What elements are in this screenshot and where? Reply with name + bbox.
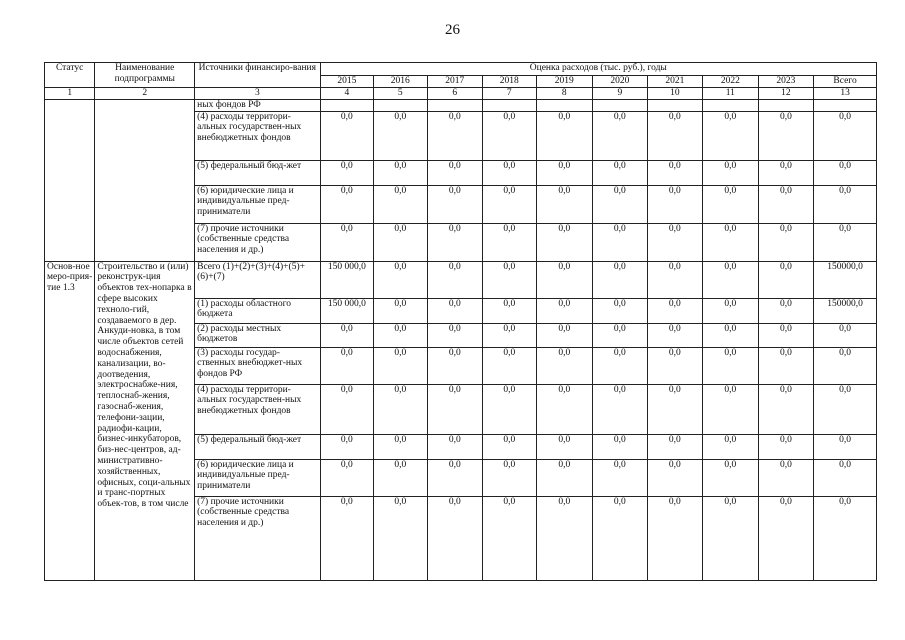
value-cell: 0,0 <box>647 434 703 459</box>
value-cell: 0,0 <box>320 323 373 347</box>
value-cell: 0,0 <box>593 185 648 223</box>
funding-source-cell: (1) расходы областного бюджета <box>195 298 320 323</box>
value-cell: 150 000,0 <box>320 261 373 298</box>
value-cell: 0,0 <box>814 496 877 580</box>
value-cell: 0,0 <box>320 185 373 223</box>
value-cell: 0,0 <box>647 496 703 580</box>
value-cell: 0,0 <box>758 459 814 496</box>
status-cell: Основ-ное меро-прия-тие 1.3 <box>45 261 95 580</box>
value-cell: 150000,0 <box>814 298 877 323</box>
value-cell: 150000,0 <box>814 261 877 298</box>
value-cell: 0,0 <box>320 223 373 261</box>
value-cell: 0,0 <box>427 111 483 160</box>
value-cell: 0,0 <box>427 160 483 185</box>
value-cell: 0,0 <box>814 347 877 384</box>
value-cell: 0,0 <box>758 384 814 434</box>
value-cell: 0,0 <box>536 185 593 223</box>
value-cell: 0,0 <box>647 160 703 185</box>
value-cell: 0,0 <box>483 384 536 434</box>
value-cell: 0,0 <box>427 459 483 496</box>
value-cell: 0,0 <box>483 261 536 298</box>
subprogram-name-cell <box>95 99 195 261</box>
value-cell: 0,0 <box>703 298 759 323</box>
value-cell: 0,0 <box>647 459 703 496</box>
value-cell: 0,0 <box>427 298 483 323</box>
value-cell: 0,0 <box>758 323 814 347</box>
value-cell: 0,0 <box>814 160 877 185</box>
value-cell: 0,0 <box>703 323 759 347</box>
budget-table <box>44 62 877 581</box>
value-cell: 0,0 <box>703 111 759 160</box>
value-cell: 0,0 <box>814 384 877 434</box>
funding-source-cell: (7) прочие источники (собственные средства населения и др.) <box>195 223 320 261</box>
value-cell: 0,0 <box>814 185 877 223</box>
year-header: 2021 <box>647 76 703 88</box>
value-cell: 0,0 <box>374 185 427 223</box>
header-status: Статус <box>45 63 95 88</box>
value-cell: 0,0 <box>374 323 427 347</box>
column-number: 11 <box>703 88 759 100</box>
value-cell: 0,0 <box>703 160 759 185</box>
value-cell: 0,0 <box>536 111 593 160</box>
funding-source-cell: (6) юридические лица и индивидуальные пред-приниматели <box>195 459 320 496</box>
column-number: 4 <box>320 88 373 100</box>
value-cell: 0,0 <box>647 347 703 384</box>
value-cell: 0,0 <box>647 261 703 298</box>
value-cell: 0,0 <box>483 323 536 347</box>
value-cell: 0,0 <box>374 160 427 185</box>
funding-source-cell: (5) федеральный бюд-жет <box>195 160 320 185</box>
value-cell: 0,0 <box>647 111 703 160</box>
value-cell: 0,0 <box>703 434 759 459</box>
value-cell: 0,0 <box>814 111 877 160</box>
header-estimate: Оценка расходов (тыс. руб.), годы <box>320 63 876 76</box>
value-cell <box>703 99 759 111</box>
year-header: Всего <box>814 76 877 88</box>
value-cell: 0,0 <box>536 459 593 496</box>
value-cell: 0,0 <box>593 347 648 384</box>
year-header: 2022 <box>703 76 759 88</box>
value-cell: 0,0 <box>483 111 536 160</box>
value-cell <box>427 99 483 111</box>
value-cell: 0,0 <box>758 185 814 223</box>
value-cell: 0,0 <box>483 185 536 223</box>
value-cell: 0,0 <box>320 384 373 434</box>
value-cell <box>536 99 593 111</box>
value-cell: 0,0 <box>483 434 536 459</box>
funding-source-cell: (4) расходы территори-альных государствен-ных внебюджетных фондов <box>195 111 320 160</box>
value-cell: 0,0 <box>593 459 648 496</box>
header-subprogram-name: Наименование подпрограммы <box>95 63 195 88</box>
table-row <box>45 99 877 111</box>
funding-source-cell: (5) федеральный бюд-жет <box>195 434 320 459</box>
value-cell: 0,0 <box>536 384 593 434</box>
value-cell: 0,0 <box>758 298 814 323</box>
value-cell <box>483 99 536 111</box>
value-cell: 0,0 <box>814 223 877 261</box>
value-cell: 0,0 <box>427 347 483 384</box>
value-cell: 0,0 <box>427 323 483 347</box>
value-cell <box>374 99 427 111</box>
funding-source-cell: (3) расходы государ-ственных внебюджет-ных фондов РФ <box>195 347 320 384</box>
year-header: 2015 <box>320 76 373 88</box>
value-cell: 0,0 <box>593 434 648 459</box>
value-cell <box>758 99 814 111</box>
value-cell: 150 000,0 <box>320 298 373 323</box>
year-header: 2016 <box>374 76 427 88</box>
value-cell: 0,0 <box>536 261 593 298</box>
column-number: 1 <box>45 88 95 100</box>
column-number: 3 <box>195 88 320 100</box>
value-cell: 0,0 <box>374 459 427 496</box>
value-cell: 0,0 <box>703 223 759 261</box>
value-cell: 0,0 <box>536 298 593 323</box>
value-cell: 0,0 <box>427 384 483 434</box>
value-cell: 0,0 <box>374 496 427 580</box>
value-cell: 0,0 <box>374 434 427 459</box>
value-cell: 0,0 <box>427 223 483 261</box>
value-cell: 0,0 <box>320 459 373 496</box>
column-number: 5 <box>374 88 427 100</box>
value-cell: 0,0 <box>320 434 373 459</box>
value-cell: 0,0 <box>536 347 593 384</box>
value-cell: 0,0 <box>647 384 703 434</box>
subprogram-name-cell: Строительство и (или) реконструк-ция объектов тех-нопарка в сфере высоких техноло-гий, создаваемого в дер. Анкуди-новка, в том числе объектов сетей водоснабжения, канализации, во-доотведения, электроснабже-ния, теплоснаб-жения, газоснаб-жения, телефони-зации, радиофи-кации, бизнес-инкубаторов, биз-нес-центров, ад-министративно-хозяйственных, офисных, соци-альных и транс-портных объек-тов, в том числе <box>95 261 195 580</box>
value-cell: 0,0 <box>374 261 427 298</box>
column-number: 8 <box>536 88 593 100</box>
value-cell: 0,0 <box>758 160 814 185</box>
column-number: 13 <box>814 88 877 100</box>
value-cell <box>814 99 877 111</box>
header-funding-source: Источники финансиро-вания <box>195 63 320 88</box>
value-cell: 0,0 <box>320 111 373 160</box>
table-row <box>45 261 877 298</box>
value-cell: 0,0 <box>427 261 483 298</box>
value-cell: 0,0 <box>374 298 427 323</box>
value-cell: 0,0 <box>703 384 759 434</box>
value-cell: 0,0 <box>593 111 648 160</box>
value-cell: 0,0 <box>320 496 373 580</box>
value-cell: 0,0 <box>483 298 536 323</box>
value-cell: 0,0 <box>536 323 593 347</box>
value-cell: 0,0 <box>814 459 877 496</box>
year-header: 2019 <box>536 76 593 88</box>
value-cell: 0,0 <box>536 223 593 261</box>
value-cell: 0,0 <box>536 496 593 580</box>
value-cell: 0,0 <box>483 496 536 580</box>
year-header: 2018 <box>483 76 536 88</box>
year-header: 2023 <box>758 76 814 88</box>
value-cell: 0,0 <box>758 434 814 459</box>
status-cell <box>45 99 95 261</box>
year-header: 2020 <box>593 76 648 88</box>
value-cell <box>593 99 648 111</box>
column-number: 12 <box>758 88 814 100</box>
value-cell: 0,0 <box>593 298 648 323</box>
value-cell: 0,0 <box>814 434 877 459</box>
value-cell: 0,0 <box>427 185 483 223</box>
value-cell: 0,0 <box>374 384 427 434</box>
value-cell: 0,0 <box>483 160 536 185</box>
value-cell <box>647 99 703 111</box>
value-cell: 0,0 <box>536 434 593 459</box>
value-cell: 0,0 <box>427 496 483 580</box>
value-cell: 0,0 <box>320 347 373 384</box>
value-cell: 0,0 <box>703 496 759 580</box>
value-cell: 0,0 <box>758 223 814 261</box>
value-cell: 0,0 <box>814 323 877 347</box>
value-cell: 0,0 <box>374 223 427 261</box>
value-cell: 0,0 <box>483 459 536 496</box>
value-cell: 0,0 <box>374 347 427 384</box>
value-cell: 0,0 <box>593 261 648 298</box>
value-cell <box>320 99 373 111</box>
funding-source-cell: Всего (1)+(2)+(3)+(4)+(5)+(6)+(7) <box>195 261 320 298</box>
value-cell: 0,0 <box>374 111 427 160</box>
value-cell: 0,0 <box>593 496 648 580</box>
value-cell: 0,0 <box>536 160 593 185</box>
value-cell: 0,0 <box>647 223 703 261</box>
page-number: 26 <box>445 22 460 38</box>
funding-source-cell: (6) юридические лица и индивидуальные пред-приниматели <box>195 185 320 223</box>
year-header: 2017 <box>427 76 483 88</box>
value-cell: 0,0 <box>647 298 703 323</box>
column-number: 7 <box>483 88 536 100</box>
value-cell: 0,0 <box>758 261 814 298</box>
value-cell: 0,0 <box>593 384 648 434</box>
value-cell: 0,0 <box>320 160 373 185</box>
column-number: 9 <box>593 88 648 100</box>
funding-source-cell: ных фондов РФ <box>195 99 320 111</box>
value-cell: 0,0 <box>427 434 483 459</box>
value-cell: 0,0 <box>758 111 814 160</box>
value-cell: 0,0 <box>647 185 703 223</box>
funding-source-cell: (7) прочие источники (собственные средства населения и др.) <box>195 496 320 580</box>
value-cell: 0,0 <box>483 347 536 384</box>
value-cell: 0,0 <box>647 323 703 347</box>
column-number: 2 <box>95 88 195 100</box>
value-cell: 0,0 <box>703 459 759 496</box>
value-cell: 0,0 <box>593 323 648 347</box>
value-cell: 0,0 <box>703 261 759 298</box>
value-cell: 0,0 <box>593 223 648 261</box>
column-number: 6 <box>427 88 483 100</box>
funding-source-cell: (2) расходы местных бюджетов <box>195 323 320 347</box>
value-cell: 0,0 <box>758 496 814 580</box>
value-cell: 0,0 <box>758 347 814 384</box>
column-number: 10 <box>647 88 703 100</box>
funding-source-cell: (4) расходы территори-альных государствен-ных внебюджетных фондов <box>195 384 320 434</box>
value-cell: 0,0 <box>703 347 759 384</box>
value-cell: 0,0 <box>593 160 648 185</box>
value-cell: 0,0 <box>483 223 536 261</box>
value-cell: 0,0 <box>703 185 759 223</box>
